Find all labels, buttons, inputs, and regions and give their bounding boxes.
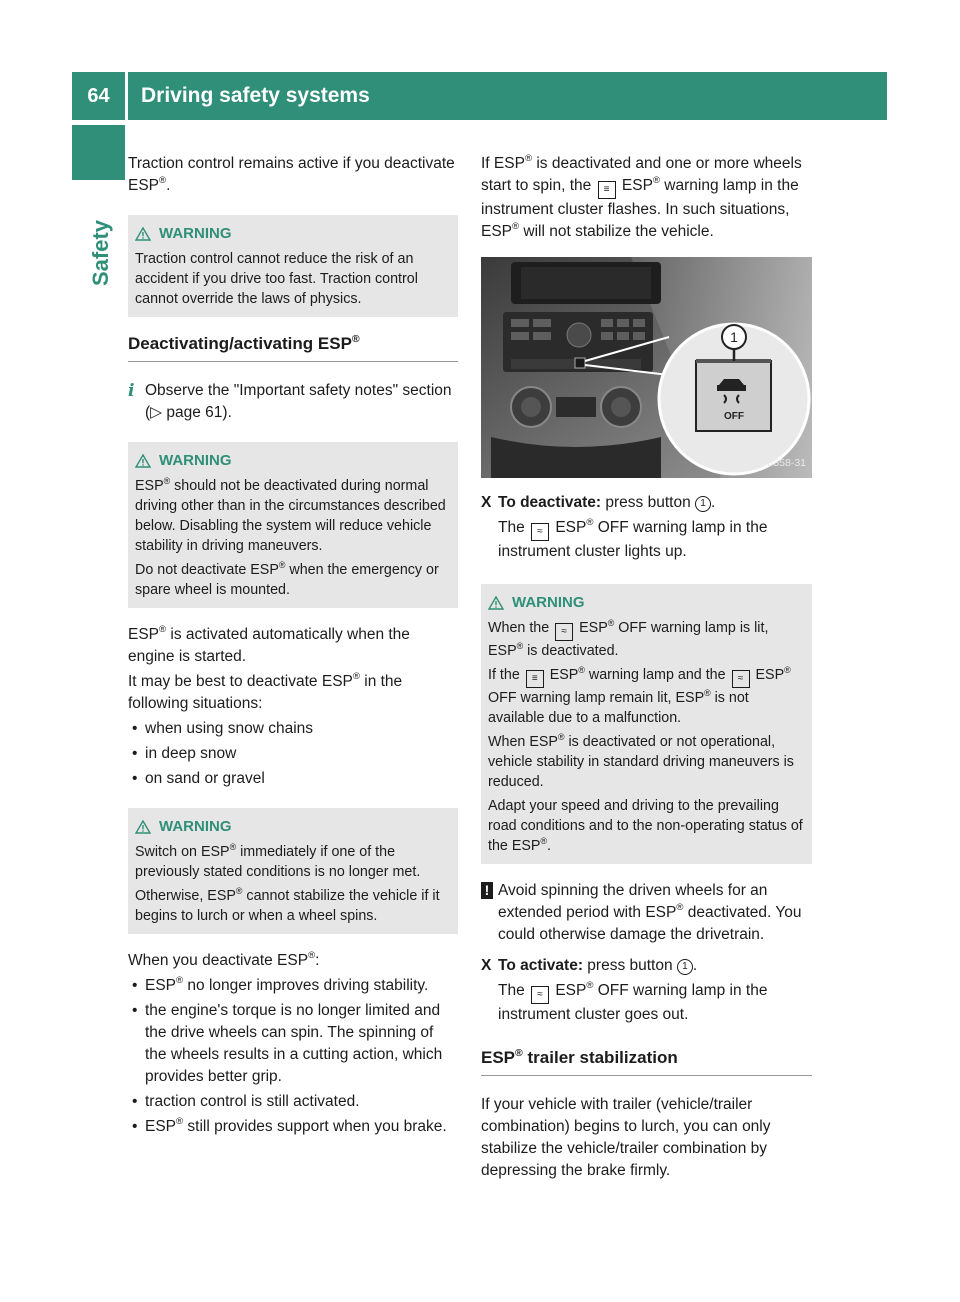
- warning-text: ESP® should not be deactivated during normal driving other than in the circumstances described below. Disabling the system will reduce vehicle stability in driving maneuvers.: [135, 475, 446, 554]
- body-paragraph: ESP® is activated automatically when the engine is started.: [128, 624, 410, 665]
- caution-note: [481, 880, 812, 949]
- situations-list: [128, 718, 458, 790]
- section-heading: Deactivating/activating ESP®: [128, 333, 458, 362]
- esp-off-lamp-icon: ≈: [531, 523, 549, 541]
- warning-text: Traction control cannot reduce the risk of an accident if you drive too fast. Traction control cannot override the laws of physics.: [135, 251, 418, 307]
- body-paragraph: If your vehicle with trailer (vehicle/trailer combination) begins to lurch, you can only stabilize the vehicle/trailer combination by depressing the brake firmly.: [481, 1096, 771, 1179]
- warning-text: Adapt your speed and driving to the prevailing road conditions and to the non-operating status of the ESP®.: [488, 798, 803, 854]
- warning-box: [481, 584, 812, 864]
- page-number: 64: [72, 72, 125, 120]
- warning-box: [128, 808, 458, 934]
- intro-text: Traction control remains active if you deactivate ESP®.: [128, 155, 455, 194]
- body-paragraph: It may be best to deactivate ESP® in the following situations:: [128, 671, 403, 712]
- chapter-title: Driving safety systems: [128, 72, 887, 120]
- list-item: • when using snow chains: [128, 718, 458, 740]
- warning-title: WARNING: [159, 818, 232, 835]
- caution-icon: !: [481, 880, 498, 949]
- body-paragraph: When you deactivate ESP®:: [128, 950, 320, 969]
- warning-text: Otherwise, ESP® cannot stabilize the vehicle if it begins to lurch or when a wheel spins.: [135, 885, 440, 924]
- list-item: • the engine's torque is no longer limited and the drive wheels can spin. The spinning of the wheels results in a cutting action, which provides better grip.: [128, 1000, 458, 1088]
- step-result: The ≈ ESP® OFF warning lamp in the instrument cluster lights up.: [498, 517, 768, 560]
- esp-off-lamp-icon: ≈: [732, 670, 750, 688]
- esp-button-photo: [481, 257, 812, 478]
- step-result: The ≈ ESP® OFF warning lamp in the instrument cluster goes out.: [498, 980, 768, 1023]
- step-label: To deactivate:: [498, 494, 602, 511]
- warning-text: When the ≈ ESP® OFF warning lamp is lit, ESP® is deactivated.: [488, 617, 769, 659]
- warning-title: WARNING: [159, 452, 232, 469]
- caution-text: Avoid spinning the driven wheels for an extended period with ESP® deactivated. You could otherwise damage the drivetrain.: [498, 882, 802, 943]
- intro-text: If ESP® is deactivated and one or more wheels start to spin, the ≡ ESP® warning lamp in the instrument cluster flashes. In such situations, ESP® will not stabilize the vehicle.: [481, 153, 802, 240]
- warning-text: If the ≡ ESP® warning lamp and the ≈ ESP® OFF warning lamp remain lit, ESP® is not available due to a malfunction.: [488, 664, 791, 726]
- right-column: [481, 153, 812, 1185]
- section-tab-label: Safety: [88, 219, 113, 287]
- warning-text: Do not deactivate ESP® when the emergency or spare wheel is mounted.: [135, 559, 439, 598]
- warning-triangle-icon: [135, 227, 151, 241]
- warning-text: When ESP® is deactivated or not operational, vehicle stability in standard driving maneuvers is reduced.: [488, 731, 794, 790]
- callout-ref: 1: [695, 496, 711, 512]
- deactivate-step: X To deactivate: press button 1 . The ≈ ESP® OFF warning lamp in the instrument cluster lights up.: [481, 492, 812, 566]
- section-heading: ESP® trailer stabilization: [481, 1047, 812, 1076]
- esp-off-button-label: OFF: [724, 411, 744, 422]
- callout-ref: 1: [677, 959, 693, 975]
- section-tab: [80, 183, 122, 323]
- warning-box: [128, 215, 458, 317]
- step-marker: X: [481, 494, 492, 511]
- info-note: [128, 380, 458, 424]
- esp-warning-lamp-icon: ≡: [598, 181, 616, 199]
- info-note-text: Observe the "Important safety notes" section (▷ page 61).: [145, 382, 452, 421]
- section-tab-marker: [72, 125, 125, 180]
- warning-box: [128, 442, 458, 608]
- left-column: [128, 153, 458, 1141]
- esp-off-lamp-icon: ≈: [555, 623, 573, 641]
- list-item: • traction control is still activated.: [128, 1091, 458, 1113]
- step-marker: X: [481, 957, 492, 974]
- warning-text: Switch on ESP® immediately if one of the previously stated conditions is no longer met.: [135, 841, 421, 880]
- warning-title: WARNING: [512, 594, 585, 611]
- list-item: • ESP® no longer improves driving stability.: [128, 975, 458, 997]
- warning-triangle-icon: [135, 820, 151, 834]
- list-item: • in deep snow: [128, 743, 458, 765]
- list-item: • ESP® still provides support when you brake.: [128, 1116, 458, 1138]
- esp-warning-lamp-icon: ≡: [526, 670, 544, 688]
- figure-caption: P54.25-8558-31: [730, 457, 806, 469]
- effects-list: [128, 975, 458, 1138]
- esp-off-lamp-icon: ≈: [531, 986, 549, 1004]
- warning-title: WARNING: [159, 225, 232, 242]
- warning-triangle-icon: [135, 454, 151, 468]
- activate-step: X To activate: press button 1 . The ≈ ESP® OFF warning lamp in the instrument cluster goes out.: [481, 955, 812, 1029]
- info-icon: i: [128, 381, 135, 401]
- list-item: • on sand or gravel: [128, 768, 458, 790]
- warning-triangle-icon: [488, 596, 504, 610]
- callout-number: 1: [730, 329, 738, 345]
- step-label: To activate:: [498, 957, 583, 974]
